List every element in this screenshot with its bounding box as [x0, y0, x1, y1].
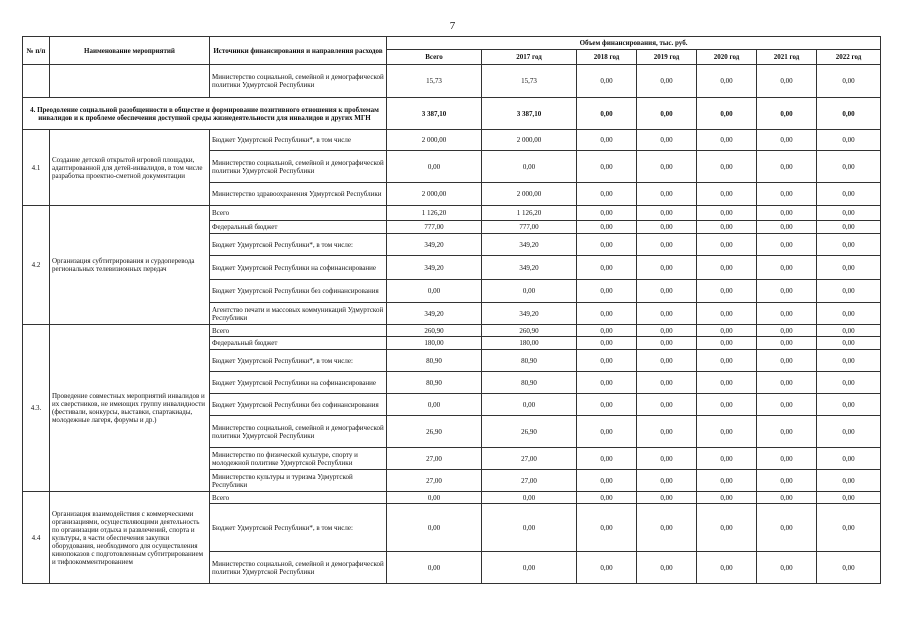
- value-cell: 0,00: [637, 492, 697, 504]
- value-cell: 0,00: [757, 98, 817, 130]
- value-cell: 0,00: [637, 372, 697, 394]
- value-cell: 0,00: [637, 183, 697, 206]
- value-cell: 0,00: [697, 492, 757, 504]
- value-cell: 0,00: [637, 206, 697, 221]
- value-cell: 0,00: [577, 350, 637, 372]
- value-cell: 2 000,00: [482, 183, 577, 206]
- value-cell: 0,00: [817, 337, 881, 350]
- value-cell: 0,00: [577, 151, 637, 183]
- funding-source: Министерство здравоохранения Удмуртской Республики: [210, 183, 387, 206]
- value-cell: 2 000,00: [387, 183, 482, 206]
- value-cell: 0,00: [697, 337, 757, 350]
- value-cell: 2 000,00: [482, 130, 577, 151]
- value-cell: 0,00: [387, 552, 482, 584]
- value-cell: 0,00: [817, 394, 881, 416]
- value-cell: 0,00: [482, 394, 577, 416]
- value-cell: 0,00: [697, 65, 757, 98]
- funding-source: Министерство социальной, семейной и демографической политики Удмуртской Республики: [210, 65, 387, 98]
- value-cell: 0,00: [817, 206, 881, 221]
- value-cell: 0,00: [577, 98, 637, 130]
- value-cell: 0,00: [637, 337, 697, 350]
- value-cell: 0,00: [757, 256, 817, 280]
- value-cell: 27,00: [387, 448, 482, 470]
- value-cell: 0,00: [387, 151, 482, 183]
- value-cell: 0,00: [637, 221, 697, 234]
- value-cell: 15,73: [387, 65, 482, 98]
- funding-source: Министерство по физической культуре, спорту и молодежной политике Удмуртской Республики: [210, 448, 387, 470]
- value-cell: 0,00: [697, 303, 757, 325]
- value-cell: 260,90: [482, 325, 577, 337]
- value-cell: 0,00: [637, 325, 697, 337]
- value-cell: 0,00: [697, 552, 757, 584]
- value-cell: 0,00: [757, 394, 817, 416]
- value-cell: 777,00: [387, 221, 482, 234]
- header-sources: Источники финансирования и направления расходов: [210, 37, 387, 65]
- table-row: [23, 325, 881, 337]
- value-cell: 0,00: [757, 65, 817, 98]
- value-cell: 0,00: [697, 280, 757, 303]
- value-cell: 349,20: [482, 256, 577, 280]
- item-number: 4.2: [23, 206, 50, 325]
- value-cell: 0,00: [482, 151, 577, 183]
- header-year: 2022 год: [817, 50, 881, 65]
- value-cell: 0,00: [817, 98, 881, 130]
- funding-source: Бюджет Удмуртской Республики*, в том числе:: [210, 350, 387, 372]
- value-cell: 0,00: [757, 183, 817, 206]
- value-cell: 0,00: [577, 504, 637, 552]
- value-cell: 0,00: [482, 280, 577, 303]
- value-cell: 0,00: [697, 504, 757, 552]
- value-cell: 27,00: [482, 448, 577, 470]
- value-cell: 0,00: [637, 130, 697, 151]
- value-cell: 0,00: [577, 303, 637, 325]
- value-cell: 0,00: [637, 448, 697, 470]
- value-cell: 0,00: [637, 151, 697, 183]
- value-cell: 0,00: [817, 65, 881, 98]
- value-cell: 0,00: [757, 372, 817, 394]
- header-volume: Объем финансирования, тыс. руб.: [387, 37, 881, 50]
- value-cell: 0,00: [757, 151, 817, 183]
- value-cell: 0,00: [637, 280, 697, 303]
- value-cell: 0,00: [817, 130, 881, 151]
- funding-source: Федеральный бюджет: [210, 221, 387, 234]
- value-cell: 0,00: [577, 130, 637, 151]
- value-cell: 0,00: [482, 492, 577, 504]
- value-cell: 0,00: [817, 470, 881, 492]
- funding-source: Агентство печати и массовых коммуникаций Удмуртской Республики: [210, 303, 387, 325]
- value-cell: 0,00: [697, 130, 757, 151]
- value-cell: 0,00: [697, 206, 757, 221]
- value-cell: 0,00: [482, 504, 577, 552]
- value-cell: 26,90: [482, 416, 577, 448]
- value-cell: 0,00: [757, 130, 817, 151]
- value-cell: 0,00: [817, 372, 881, 394]
- funding-source: Бюджет Удмуртской Республики без софинансирования: [210, 280, 387, 303]
- value-cell: 15,73: [482, 65, 577, 98]
- value-cell: 80,90: [482, 372, 577, 394]
- value-cell: 0,00: [637, 234, 697, 256]
- page-number: 7: [449, 20, 456, 32]
- value-cell: 0,00: [387, 492, 482, 504]
- value-cell: 0,00: [697, 221, 757, 234]
- value-cell: 777,00: [482, 221, 577, 234]
- value-cell: 0,00: [757, 206, 817, 221]
- table-row: [23, 206, 881, 221]
- funding-source: Всего: [210, 206, 387, 221]
- item-number: [23, 65, 50, 98]
- value-cell: 0,00: [637, 350, 697, 372]
- funding-source: Бюджет Удмуртской Республики*, в том числе: [210, 130, 387, 151]
- value-cell: 0,00: [697, 350, 757, 372]
- value-cell: 2 000,00: [387, 130, 482, 151]
- value-cell: 1 126,20: [482, 206, 577, 221]
- value-cell: 0,00: [757, 234, 817, 256]
- item-number: 4.4: [23, 492, 50, 584]
- value-cell: 0,00: [817, 234, 881, 256]
- value-cell: 0,00: [387, 394, 482, 416]
- item-name: Организация взаимодействия с коммерческими организациями, осуществляющими деятельность по организации отдыха и развлечений, спорта и культуры, в части обеспечения закупки оборудования, необходимого для осуществления кинопоказов с подготовленным субтитрированием и тифлокомментированием: [50, 492, 210, 584]
- funding-source: Министерство культуры и туризма Удмуртской Республики: [210, 470, 387, 492]
- value-cell: 0,00: [577, 552, 637, 584]
- item-name: Создание детской открытой игровой площадки, адаптированной для детей-инвалидов, в том числе разработка проектно-сметной документации: [50, 130, 210, 206]
- value-cell: 0,00: [697, 372, 757, 394]
- value-cell: 0,00: [637, 303, 697, 325]
- item-name: Организация субтитрирования и сурдоперевода региональных телевизионных передач: [50, 206, 210, 325]
- header-year: 2021 год: [757, 50, 817, 65]
- value-cell: 180,00: [482, 337, 577, 350]
- value-cell: 0,00: [757, 504, 817, 552]
- funding-source: Министерство социальной, семейной и демографической политики Удмуртской Республики: [210, 552, 387, 584]
- value-cell: 0,00: [577, 372, 637, 394]
- header-name: Наименование мероприятий: [50, 37, 210, 65]
- funding-source: Министерство социальной, семейной и демографической политики Удмуртской Республики: [210, 416, 387, 448]
- value-cell: 0,00: [817, 303, 881, 325]
- value-cell: 0,00: [697, 98, 757, 130]
- section-title: 4. Преодоление социальной разобщенности в обществе и формирование позитивного отношения к проблемам инвалидов и к проблеме обеспечения доступной среды жизнедеятельности для инвалидов и других МГН: [23, 98, 387, 130]
- value-cell: 349,20: [482, 303, 577, 325]
- value-cell: 349,20: [387, 303, 482, 325]
- value-cell: 0,00: [387, 504, 482, 552]
- value-cell: 0,00: [637, 470, 697, 492]
- value-cell: 0,00: [637, 552, 697, 584]
- value-cell: 260,90: [387, 325, 482, 337]
- value-cell: 0,00: [577, 394, 637, 416]
- value-cell: 27,00: [387, 470, 482, 492]
- value-cell: 0,00: [577, 256, 637, 280]
- value-cell: 0,00: [577, 492, 637, 504]
- value-cell: 0,00: [757, 470, 817, 492]
- funding-source: Всего: [210, 325, 387, 337]
- value-cell: 0,00: [577, 337, 637, 350]
- section-row: [23, 98, 881, 130]
- value-cell: 0,00: [817, 504, 881, 552]
- value-cell: 0,00: [697, 470, 757, 492]
- financing-table: [22, 36, 881, 584]
- header-year: 2017 год: [482, 50, 577, 65]
- value-cell: 0,00: [817, 492, 881, 504]
- header-num: № п/п: [23, 37, 50, 65]
- value-cell: 80,90: [482, 350, 577, 372]
- value-cell: 0,00: [817, 183, 881, 206]
- value-cell: 0,00: [757, 280, 817, 303]
- value-cell: 0,00: [817, 448, 881, 470]
- value-cell: 0,00: [637, 416, 697, 448]
- value-cell: 0,00: [577, 206, 637, 221]
- value-cell: 0,00: [637, 504, 697, 552]
- value-cell: 0,00: [697, 183, 757, 206]
- value-cell: 0,00: [757, 325, 817, 337]
- value-cell: 0,00: [577, 448, 637, 470]
- value-cell: 0,00: [637, 256, 697, 280]
- value-cell: 3 387,10: [482, 98, 577, 130]
- value-cell: 0,00: [577, 234, 637, 256]
- value-cell: 0,00: [577, 183, 637, 206]
- item-number: 4.3.: [23, 325, 50, 492]
- value-cell: 80,90: [387, 350, 482, 372]
- value-cell: 0,00: [577, 65, 637, 98]
- value-cell: 27,00: [482, 470, 577, 492]
- value-cell: 80,90: [387, 372, 482, 394]
- funding-source: Бюджет Удмуртской Республики на софинансирование: [210, 372, 387, 394]
- table-body: [23, 65, 881, 584]
- item-number: 4.1: [23, 130, 50, 206]
- value-cell: 0,00: [577, 280, 637, 303]
- value-cell: 0,00: [757, 492, 817, 504]
- value-cell: 0,00: [482, 552, 577, 584]
- value-cell: 3 387,10: [387, 98, 482, 130]
- funding-source: Бюджет Удмуртской Республики*, в том числе:: [210, 504, 387, 552]
- value-cell: 0,00: [757, 552, 817, 584]
- value-cell: 0,00: [817, 221, 881, 234]
- value-cell: 0,00: [817, 325, 881, 337]
- value-cell: 349,20: [387, 234, 482, 256]
- value-cell: 180,00: [387, 337, 482, 350]
- table-header: [23, 37, 881, 65]
- value-cell: 0,00: [697, 394, 757, 416]
- header-year: Всего: [387, 50, 482, 65]
- value-cell: 0,00: [757, 303, 817, 325]
- value-cell: 349,20: [387, 256, 482, 280]
- value-cell: 0,00: [757, 337, 817, 350]
- value-cell: 0,00: [637, 65, 697, 98]
- table-row: [23, 65, 881, 98]
- funding-source: Федеральный бюджет: [210, 337, 387, 350]
- table-row: [23, 130, 881, 151]
- value-cell: 0,00: [697, 325, 757, 337]
- value-cell: 0,00: [697, 256, 757, 280]
- value-cell: 349,20: [482, 234, 577, 256]
- funding-source: Министерство социальной, семейной и демографической политики Удмуртской Республики: [210, 151, 387, 183]
- header-year: 2019 год: [637, 50, 697, 65]
- funding-source: Бюджет Удмуртской Республики без софинансирования: [210, 394, 387, 416]
- value-cell: 0,00: [387, 280, 482, 303]
- value-cell: 0,00: [577, 416, 637, 448]
- value-cell: 1 126,20: [387, 206, 482, 221]
- value-cell: 0,00: [697, 234, 757, 256]
- value-cell: 0,00: [817, 350, 881, 372]
- header-year: 2018 год: [577, 50, 637, 65]
- item-name: Проведение совместных мероприятий инвалидов и их сверстников, не имеющих группу инвалидности (фестивали, конкурсы, выставки, спартакиады, молодежные лагеря, форумы и др.): [50, 325, 210, 492]
- value-cell: 0,00: [697, 416, 757, 448]
- value-cell: 0,00: [817, 151, 881, 183]
- value-cell: 0,00: [757, 416, 817, 448]
- funding-source: Бюджет Удмуртской Республики на софинансирование: [210, 256, 387, 280]
- value-cell: 0,00: [757, 221, 817, 234]
- value-cell: 0,00: [817, 256, 881, 280]
- item-name: [50, 65, 210, 98]
- funding-source: Всего: [210, 492, 387, 504]
- header-year: 2020 год: [697, 50, 757, 65]
- value-cell: 0,00: [817, 280, 881, 303]
- value-cell: 26,90: [387, 416, 482, 448]
- table-row: [23, 492, 881, 504]
- value-cell: 0,00: [697, 151, 757, 183]
- value-cell: 0,00: [577, 325, 637, 337]
- funding-source: Бюджет Удмуртской Республики*, в том числе:: [210, 234, 387, 256]
- value-cell: 0,00: [817, 552, 881, 584]
- value-cell: 0,00: [577, 221, 637, 234]
- value-cell: 0,00: [697, 448, 757, 470]
- value-cell: 0,00: [817, 416, 881, 448]
- value-cell: 0,00: [577, 470, 637, 492]
- value-cell: 0,00: [637, 98, 697, 130]
- value-cell: 0,00: [757, 448, 817, 470]
- value-cell: 0,00: [637, 394, 697, 416]
- value-cell: 0,00: [757, 350, 817, 372]
